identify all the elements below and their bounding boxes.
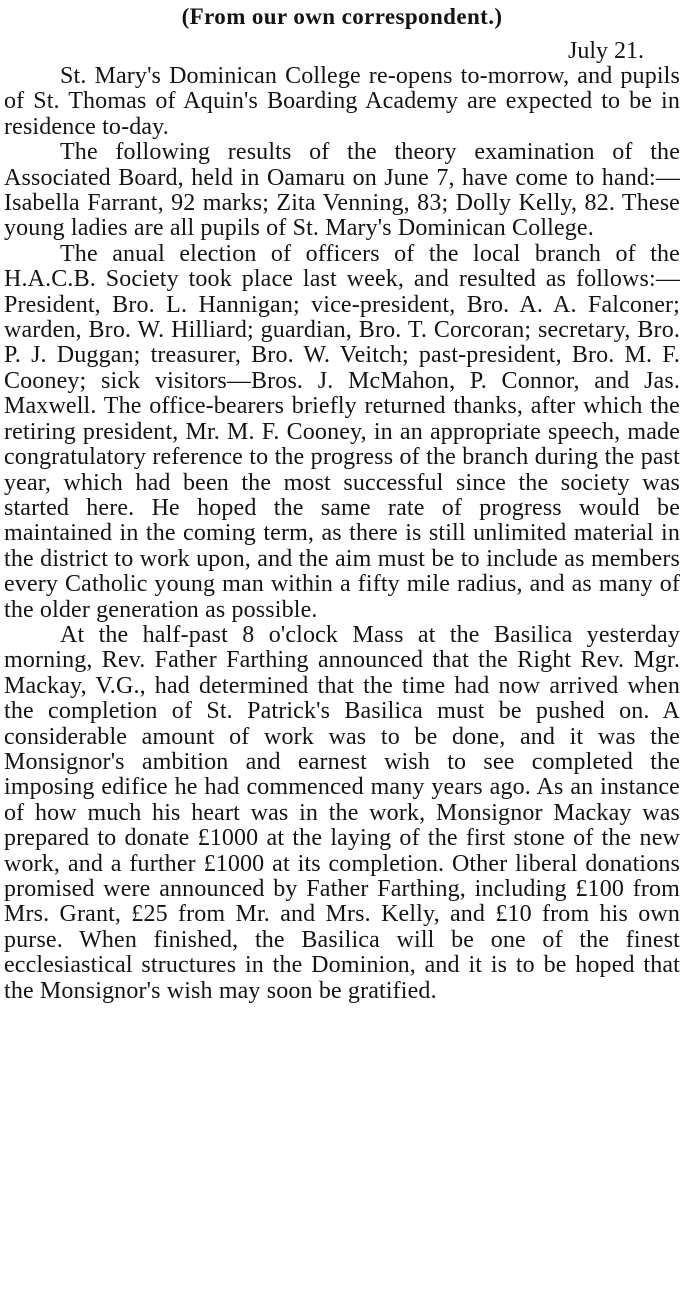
paragraph-basilica-completion: At the half-past 8 o'clock Mass at the Basilica yesterday morning, Rev. Father Farthing announced that the Right Rev. Mgr. Mackay, V.G., had determined that the time had now arrived when the completion of St. Patrick's Basilica must be pushed on. A considerable amount of work was to be done, and it was the Monsignor's ambition and earnest wish to see completed the imposing edifice he had commenced many years ago. As an instance of how much his heart was in the work, Monsignor Mackay was prepared to donate £1000 at the laying of the first stone of the new work, and a further £1000 at its completion. Other liberal donations promised were announced by Father Farthing, including £100 from Mrs. Grant, £25 from Mr. and Mrs. Kelly, and £10 from his own purse. When finished, the Basilica will be one of the finest ecclesiastical structures in the Dominion, and it is to be hoped that the Monsignor's wish may soon be gratified.	[4, 621, 680, 1004]
dateline: July 21.	[567, 38, 644, 64]
paragraph-hacb-election: The anual election of officers of the local branch of the H.A.C.B. Society took place last week, and resulted as follows:—President, Bro. L. Hannigan; vice-president, Bro. A. A. Falconer; warden, Bro. W. Hilliard; guardian, Bro. T. Corcoran; secretary, Bro. P. J. Duggan; treasurer, Bro. W. Veitch; past-president, Bro. M. F. Cooney; sick visitors—Bros. J. McMahon, P. Connor, and Jas. Maxwell. The office-bearers briefly returned thanks, after which the retiring president, Mr. M. F. Cooney, in an appropriate speech, made congratulatory reference to the progress of the branch during the past year, which had been the most successful since the society was started here. He hoped the same rate of progress would be maintained in the coming term, as there is still unlimited material in the district to work upon, and the aim must be to include as members every Catholic young man within a fifty mile radius, and as many of the older generation as possible.	[4, 240, 680, 623]
paragraph-college-reopening: St. Mary's Dominican College re-opens to-morrow, and pupils of St. Thomas of Aquin's Boarding Academy are expected to be in residence to-day.	[4, 63, 680, 140]
byline: (From our own correspondent.)	[181, 4, 503, 29]
paragraph-exam-results: The following results of the theory examination of the Associated Board, held in Oamaru on June 7, have come to hand:—Isabella Farrant, 92 marks; Zita Venning, 83; Dolly Kelly, 82. These young ladies are all pupils of St. Mary's Dominican College.	[4, 139, 680, 242]
